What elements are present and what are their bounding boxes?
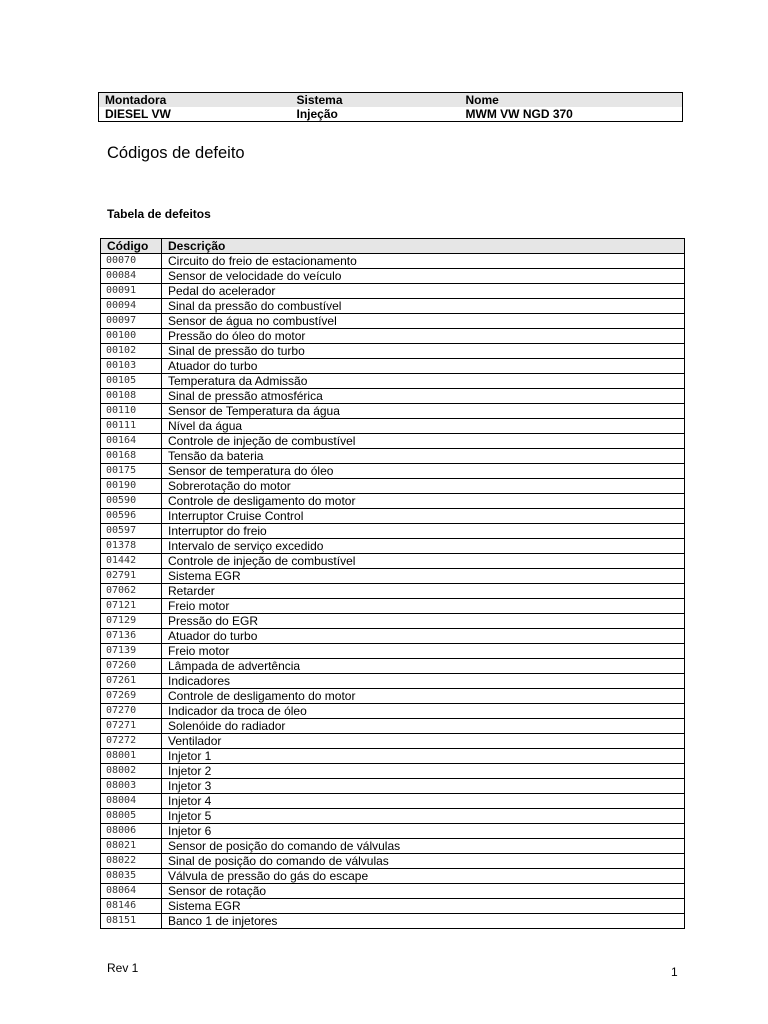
defect-code: 08035 [101,869,162,884]
defect-code: 00110 [101,404,162,419]
defect-code: 00100 [101,329,162,344]
table-row [101,479,685,494]
system-value: Injeção [296,107,338,121]
defect-codes-table [100,238,685,929]
defect-code: 01378 [101,539,162,554]
defect-code: 07121 [101,599,162,614]
defect-description: Sinal de pressão atmosférica [162,389,685,404]
defect-code: 00097 [101,314,162,329]
defect-description: Injetor 4 [162,794,685,809]
table-row [101,809,685,824]
defect-rows [101,254,685,929]
defect-description: Sinal de posição do comando de válvulas [162,854,685,869]
defect-description: Válvula de pressão do gás do escape [162,869,685,884]
defect-code: 08021 [101,839,162,854]
defect-description: Injetor 3 [162,779,685,794]
table-row [101,854,685,869]
defect-code: 07129 [101,614,162,629]
table-row [101,704,685,719]
table-row [101,794,685,809]
defect-description: Indicadores [162,674,685,689]
defect-code: 00094 [101,299,162,314]
defect-description: Lâmpada de advertência [162,659,685,674]
defect-description: Injetor 2 [162,764,685,779]
defect-code: 00164 [101,434,162,449]
table-row [101,644,685,659]
defect-code: 00108 [101,389,162,404]
table-row [101,344,685,359]
table-row [101,839,685,854]
defect-description: Nível da água [162,419,685,434]
defect-description: Interruptor do freio [162,524,685,539]
code-column-header: Código [101,239,162,254]
defect-code: 07260 [101,659,162,674]
defect-code: 07139 [101,644,162,659]
defect-code: 00091 [101,284,162,299]
defect-description: Sobrerotação do motor [162,479,685,494]
defect-description: Injetor 1 [162,749,685,764]
defect-description: Atuador do turbo [162,629,685,644]
table-row [101,674,685,689]
document-header-table [98,92,683,122]
defect-code: 07136 [101,629,162,644]
table-row [101,419,685,434]
defect-description: Retarder [162,584,685,599]
table-row [101,404,685,419]
table-row [101,284,685,299]
defect-code: 08005 [101,809,162,824]
defect-code: 01442 [101,554,162,569]
defect-code: 08003 [101,779,162,794]
name-value: MWM VW NGD 370 [465,107,573,121]
table-row [101,599,685,614]
defect-code: 00597 [101,524,162,539]
footer-revision: Rev 1 [107,961,139,975]
defect-description: Controle de injeção de combustível [162,554,685,569]
table-row [101,539,685,554]
table-row [101,569,685,584]
name-label: Nome [460,93,683,108]
table-row [101,734,685,749]
system-label: Sistema [291,93,460,108]
defect-code: 00590 [101,494,162,509]
defect-code: 08146 [101,899,162,914]
defect-code: 00105 [101,374,162,389]
defect-code: 08006 [101,824,162,839]
table-row [101,254,685,269]
description-column-header: Descrição [162,239,685,254]
table-row [101,389,685,404]
defect-code: 07062 [101,584,162,599]
defect-code: 08151 [101,914,162,929]
defect-description: Freio motor [162,599,685,614]
table-row [101,314,685,329]
defect-description: Pressão do óleo do motor [162,329,685,344]
defect-code: 07272 [101,734,162,749]
table-row [101,524,685,539]
defect-description: Sensor de rotação [162,884,685,899]
defect-code: 00168 [101,449,162,464]
table-row [101,269,685,284]
defect-description: Atuador do turbo [162,359,685,374]
defect-code: 00596 [101,509,162,524]
table-row [101,554,685,569]
table-row [101,629,685,644]
defect-code: 07271 [101,719,162,734]
table-header-row [101,239,685,254]
defect-description: Sistema EGR [162,569,685,584]
table-row [101,689,685,704]
defect-description: Intervalo de serviço excedido [162,539,685,554]
manufacturer-value: DIESEL VW [105,107,171,121]
defect-code: 00070 [101,254,162,269]
defect-description: Controle de desligamento do motor [162,494,685,509]
table-row [101,449,685,464]
manufacturer-label: Montadora [99,93,291,108]
table-row [101,584,685,599]
table-row [101,779,685,794]
defect-code: 00190 [101,479,162,494]
defect-code: 08004 [101,794,162,809]
defect-description: Freio motor [162,644,685,659]
defect-code: 00175 [101,464,162,479]
defect-description: Interruptor Cruise Control [162,509,685,524]
defect-description: Circuito do freio de estacionamento [162,254,685,269]
table-title: Tabela de defeitos [107,207,211,221]
defect-description: Indicador da troca de óleo [162,704,685,719]
table-row [101,824,685,839]
table-row [101,329,685,344]
table-row [101,749,685,764]
table-row [101,359,685,374]
defect-description: Sensor de velocidade do veículo [162,269,685,284]
table-row [101,884,685,899]
defect-code: 00084 [101,269,162,284]
defect-description: Sensor de água no combustível [162,314,685,329]
table-row [101,494,685,509]
defect-description: Sinal da pressão do combustível [162,299,685,314]
page-title: Códigos de defeito [107,144,245,162]
defect-description: Solenóide do radiador [162,719,685,734]
table-row [101,719,685,734]
table-row [101,659,685,674]
defect-description: Controle de desligamento do motor [162,689,685,704]
header-labels-row [99,93,683,108]
table-row [101,509,685,524]
defect-description: Injetor 6 [162,824,685,839]
defect-description: Sensor de Temperatura da água [162,404,685,419]
table-row [101,374,685,389]
footer-page-number: 1 [671,965,678,979]
defect-description: Tensão da bateria [162,449,685,464]
table-row [101,434,685,449]
header-values-row [99,107,683,122]
defect-description: Sinal de pressão do turbo [162,344,685,359]
table-row [101,899,685,914]
defect-code: 07270 [101,704,162,719]
defect-code: 00102 [101,344,162,359]
defect-description: Sensor de posição do comando de válvulas [162,839,685,854]
defect-description: Controle de injeção de combustível [162,434,685,449]
defect-code: 00103 [101,359,162,374]
defect-description: Temperatura da Admissão [162,374,685,389]
defect-description: Pedal do acelerador [162,284,685,299]
defect-description: Banco 1 de injetores [162,914,685,929]
defect-code: 00111 [101,419,162,434]
table-row [101,614,685,629]
defect-code: 08064 [101,884,162,899]
defect-description: Sistema EGR [162,899,685,914]
defect-description: Ventilador [162,734,685,749]
defect-code: 07261 [101,674,162,689]
defect-description: Sensor de temperatura do óleo [162,464,685,479]
defect-code: 08002 [101,764,162,779]
table-row [101,914,685,929]
table-row [101,764,685,779]
defect-code: 02791 [101,569,162,584]
defect-code: 07269 [101,689,162,704]
table-row [101,869,685,884]
table-row [101,464,685,479]
table-row [101,299,685,314]
defect-description: Injetor 5 [162,809,685,824]
defect-code: 08022 [101,854,162,869]
defect-description: Pressão do EGR [162,614,685,629]
defect-code: 08001 [101,749,162,764]
